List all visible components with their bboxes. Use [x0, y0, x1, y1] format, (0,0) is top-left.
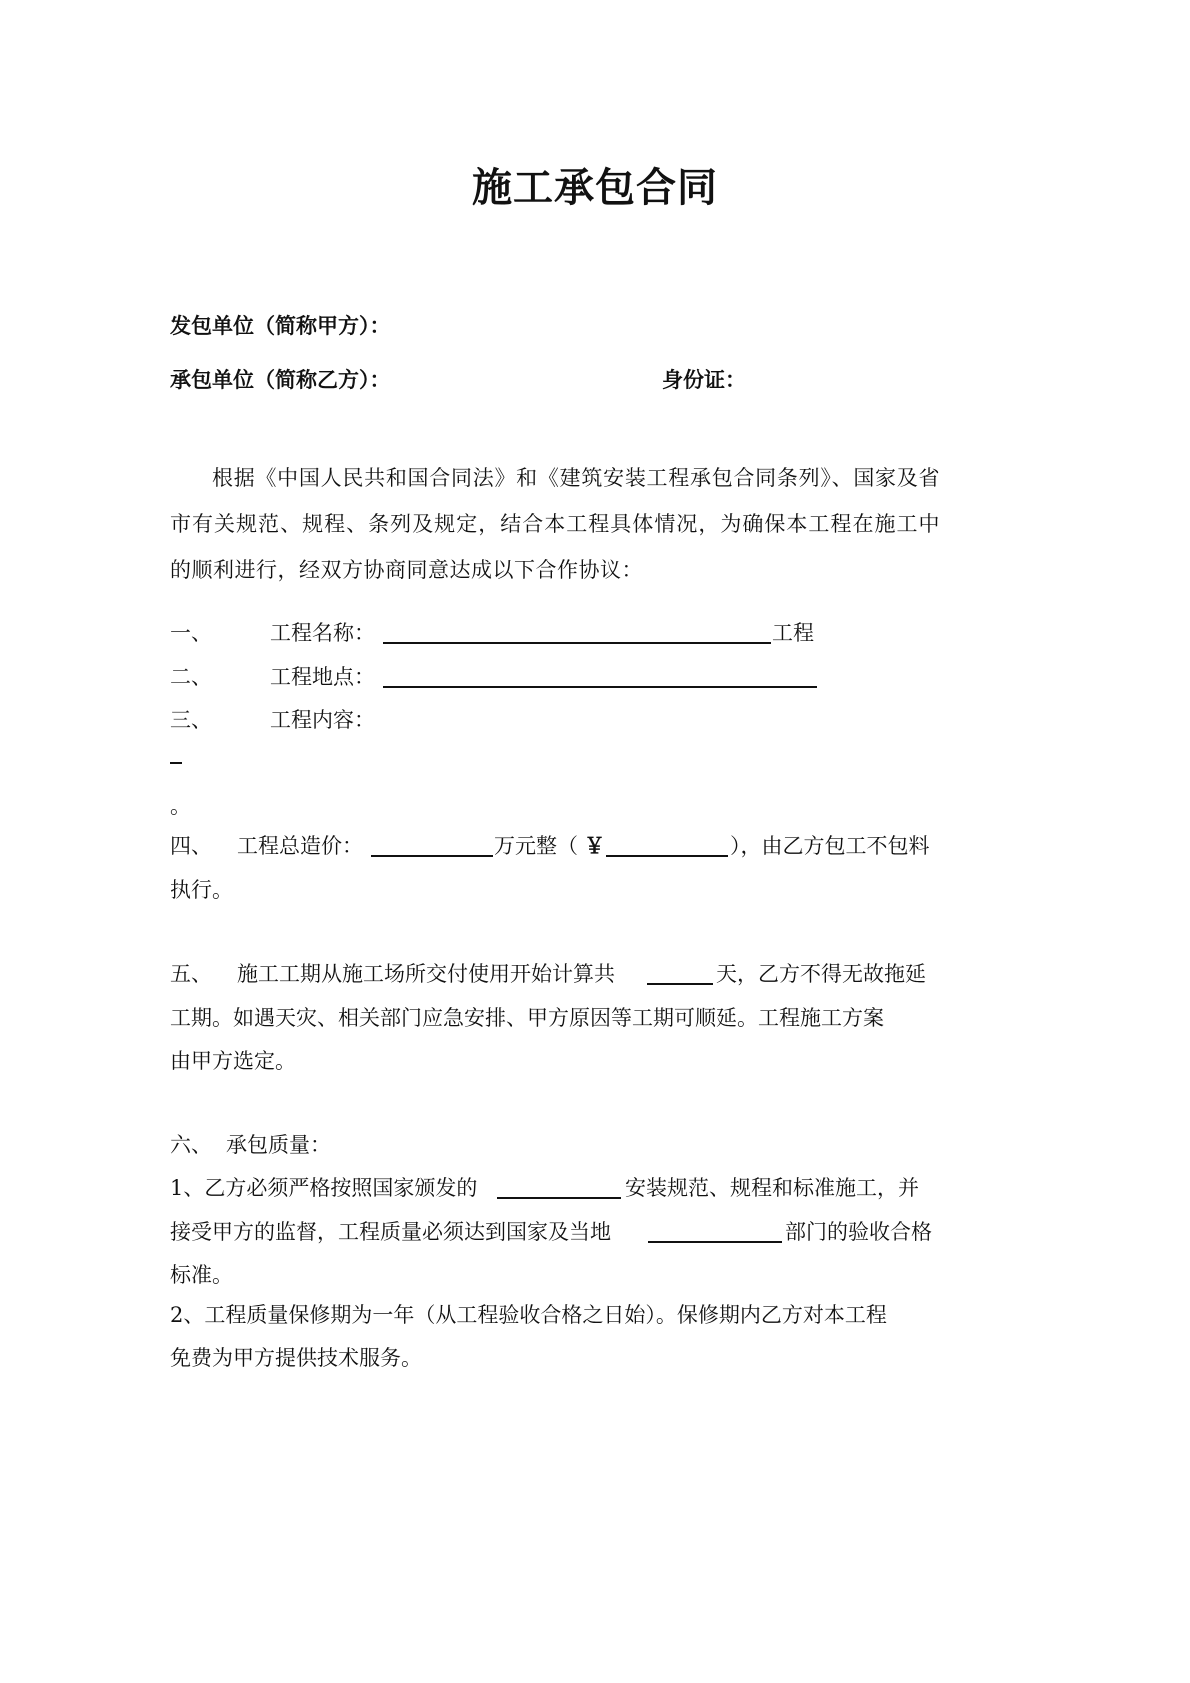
item-6-label: 承包质量：: [226, 1133, 331, 1157]
party-b-label: 承包单位（简称乙方）：: [170, 367, 391, 392]
item-5-line3: 由甲方选定。: [170, 1049, 296, 1073]
clause-2-line1: 2、工程质量保修期为一年（从工程验收合格之日始）。保修期内乙方对本工程: [170, 1303, 887, 1327]
item-1-suffix: 工程: [772, 621, 814, 645]
clause-1-line2-a: 接受甲方的监督，工程质量必须达到国家及当地: [170, 1220, 611, 1244]
standard-blank[interactable]: [497, 1179, 621, 1199]
item-5-text-b: 天，乙方不得无故拖延: [716, 962, 926, 986]
preamble-paragraph: 根据《中国人民共和国合同法》和《建筑安装工程承包合同条列》、国家及省市有关规范、规程、条列及规定，结合本工程具体情况，为确保本工程在施工中的顺利进行，经双方协商同意达成以下合作协议：: [170, 466, 940, 582]
item-2-number: 二、: [170, 665, 212, 689]
item-3-label: 工程内容：: [270, 708, 375, 732]
total-cost-blank[interactable]: [371, 837, 493, 857]
construction-days-blank[interactable]: [647, 965, 713, 985]
clause-1-text-a: 1、乙方必须严格按照国家颁发的: [170, 1176, 478, 1200]
party-a-label: 发包单位（简称甲方）：: [170, 313, 391, 338]
project-content-blank[interactable]: [170, 752, 182, 764]
item-1-label: 工程名称：: [270, 621, 375, 645]
item-5-number: 五、: [170, 962, 212, 986]
item-5-line2: 工期。如遇天灾、相关部门应急安排、甲方原因等工期可顺延。工程施工方案: [170, 1006, 884, 1030]
clause-1-line2-b: 部门的验收合格: [785, 1220, 932, 1244]
clause-1-line3: 标准。: [170, 1263, 233, 1287]
item-4-unit: 万元整（: [494, 834, 578, 858]
item-3-period: 。: [170, 794, 191, 818]
document-title: 施工承包合同: [472, 164, 718, 211]
item-5-text-a: 施工工期从施工场所交付使用开始计算共: [237, 962, 615, 986]
item-4-number: 四、: [170, 834, 212, 858]
item-6-number: 六、: [170, 1133, 212, 1157]
project-name-blank[interactable]: [383, 624, 771, 644]
item-4-label: 工程总造价：: [237, 834, 363, 858]
project-location-blank[interactable]: [383, 668, 817, 688]
item-2-label: 工程地点：: [270, 665, 375, 689]
department-blank[interactable]: [648, 1223, 782, 1243]
item-4-line2: 执行。: [170, 878, 233, 902]
total-cost-numeric-blank[interactable]: [606, 837, 728, 857]
clause-2-line2: 免费为甲方提供技术服务。: [170, 1346, 422, 1370]
item-1-number: 一、: [170, 621, 212, 645]
item-4-close: ），由乙方包工不包料: [730, 834, 930, 858]
id-card-label: 身份证：: [662, 367, 746, 392]
clause-1-text-b: 安装规范、规程和标准施工，并: [625, 1176, 919, 1200]
yen-symbol: ￥: [584, 833, 605, 858]
item-3-number: 三、: [170, 708, 212, 732]
